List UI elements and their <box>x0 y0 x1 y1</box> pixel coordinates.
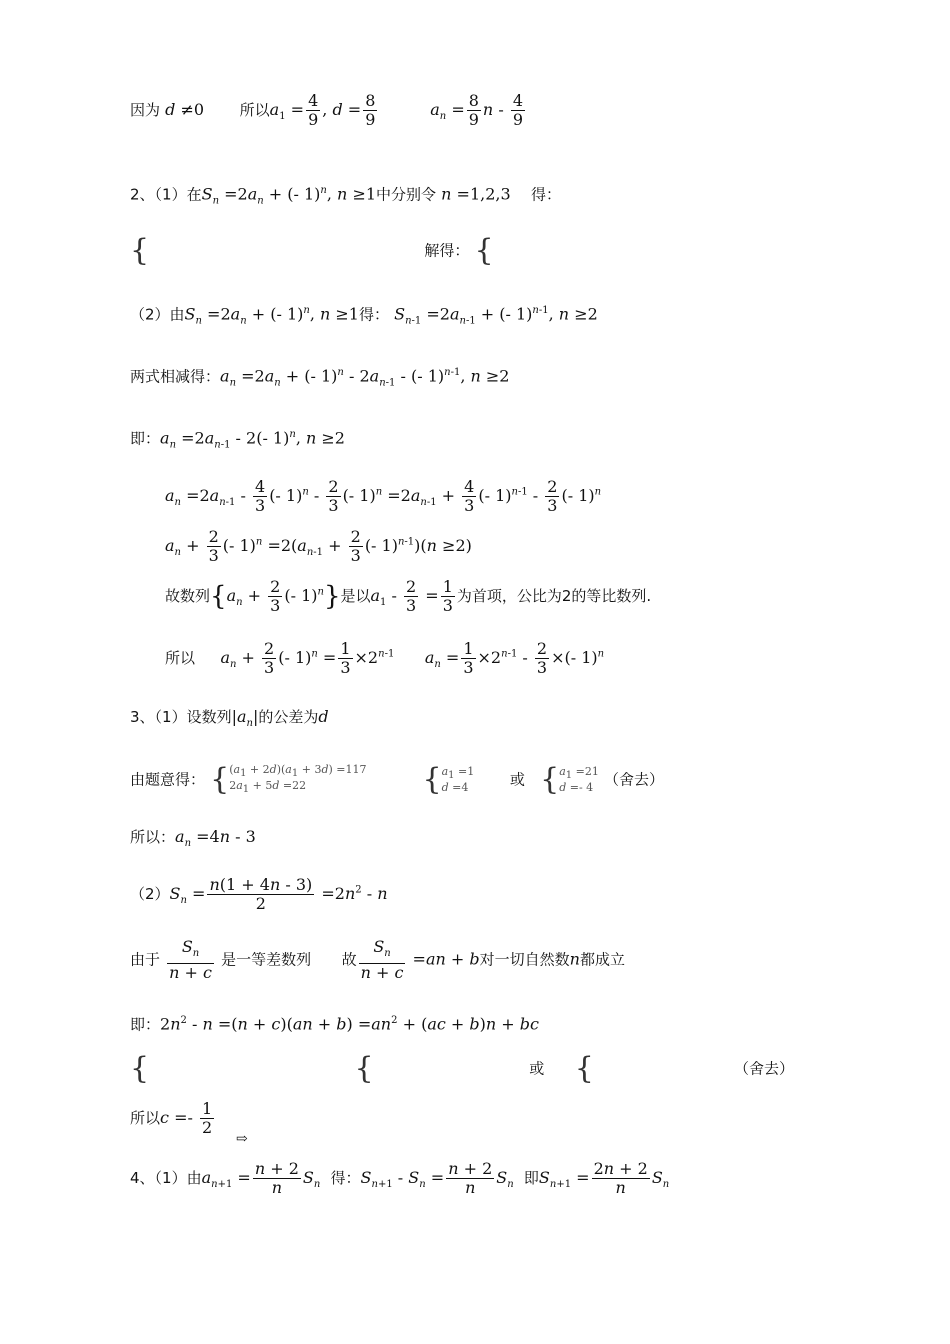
text-q2-part2: （2）由 <box>130 305 185 324</box>
line-4: （2）由$S_n =2a_n$ + (- 1)$^n$, n ≥1得： $S_{n-1} =2a_{n-1}$ + (- 1)$^{n-1}$, n ≥2 <box>130 304 598 327</box>
arrow-icon: ⇨ <box>236 1131 248 1147</box>
text-ie-1: 即： <box>130 429 161 448</box>
text-or-1: 或 <box>509 770 525 789</box>
blurred-system-a <box>149 1055 329 1083</box>
blurred-equation-system <box>154 236 414 266</box>
line-19: 4、（1）由$a_{n+1}$ = $\frac{n + 2}{n}$ $S_n$ 得：$S_{n+1} - S_n$ = $\frac{n + 2}{n}$ $S_n$ 即$S_{n+1}$ = $\frac{2n + 2}{n}$ $S_n$ <box>130 1159 670 1197</box>
text-q2-get: 得： <box>531 185 562 204</box>
text-q3-intro: 3、（1）设数列 <box>130 708 232 726</box>
text-therefore-3: 所以 <box>130 1109 161 1127</box>
blurred-solution <box>499 236 619 266</box>
blurred-system-c <box>594 1055 724 1083</box>
text-common-diff: 的公差为 <box>258 708 319 726</box>
line-2: 2、（1）在$S_n =2a_n$ + (- 1)$^n$, n ≥1中分别令 n =1,2,3 得： <box>130 184 562 207</box>
text-sequence: 故数列 <box>165 587 211 605</box>
line-12: 由题意得： {$(a_1 + 2d)(a_1 + 3d) =117$ $2a_1 + 5d =22$ {$a_1 =1$ d =4 或 {$a_1 =21$ d =- 4 （舍去） <box>130 762 664 798</box>
text-is: 是以 <box>340 587 371 605</box>
line-15: 由于 $\frac{S_n}{n + c}$ 是一等差数列 故 $\frac{S_n}{n + c}$ =an + b对一切自然数n都成立 <box>130 937 625 983</box>
text-solve: 解得： <box>424 241 470 260</box>
line-5: 两式相减得：$a_n =2a_n$ + (- $1)^n - 2a_{n-1}$ - (- 1)$^{n-1}$, n ≥2 <box>130 366 510 389</box>
line-10: 所以 $a_n$ + $\frac{2}{3}$ (- 1)$^n$ = $\frac{1}{3}$ $\times 2^{n-1}$ $a_n$ = $\frac{1}{3}$ $\times 2^{n-1}$ - $\frac{2}{3}$ ×(- 1)$^n$ <box>165 639 605 677</box>
line-16: 即：$2n^2 - n =(n + c)(an + b) =an^2 + (ac + b)n$ + bc <box>130 1014 539 1034</box>
text-arith-seq: 是一等差数列 <box>221 950 312 969</box>
text-holds: 都成立 <box>579 950 625 969</box>
line-8: $a_n$ + $\frac{2}{3}$ (- $1)^n =2(a_{n-1}$ + $\frac{2}{3}$ (- 1)$^{n-1}$)(n ≥2) <box>165 527 472 565</box>
line-17: { { 或 { （舍去） <box>130 1051 795 1086</box>
text-q2-intro: 2、（1）在 <box>130 185 202 204</box>
text-since: 由于 <box>130 950 161 969</box>
line-9: 故数列{$a_n$ + $\frac{2}{3}$ (- 1)$^n$}是以$a_1$ - $\frac{2}{3}$ = $\frac{1}{3}$ 为首项，公比为2的等比数列. <box>165 577 652 615</box>
text-part-2: （2） <box>130 885 170 903</box>
text-ie-2: 即： <box>130 1015 161 1034</box>
line-3: { 解得： { <box>130 236 619 266</box>
text-get-2: 得： <box>358 305 389 324</box>
line-18: 所以c =- $\frac{1}{2}$ <box>130 1099 213 1137</box>
line-6: 即：$a_n =2a_{n-1} - 2(-$ 1)$^n$, n ≥2 <box>130 428 345 451</box>
text-therefore-2: 所以： <box>130 828 176 846</box>
text-discard-1: （舍去） <box>603 770 664 789</box>
line-7: $a_n =2a_{n-1}$ - $\frac{4}{3}$ (- 1)$^n$ - $\frac{2}{3}$ (- $1)^n =2a_{n-1}$ + $\frac{4}{3}$ (- 1)$^{n-1}$ - $\frac{2}{3}$ (- 1)$^n$ <box>165 477 602 515</box>
text-q2-mid: 中分别令 <box>376 185 437 204</box>
text-get-3: 得： <box>330 1169 361 1187</box>
text-or-2: 或 <box>529 1059 545 1078</box>
text-therefore-1: 所以 <box>165 649 196 667</box>
text-subtract: 两式相减得： <box>130 367 221 386</box>
text-because: 因为 <box>130 101 161 119</box>
line-13: 所以：$a_n =4n - 3$ <box>130 827 256 850</box>
text-ie-3: 即 <box>523 1169 539 1187</box>
text-discard-2: （舍去） <box>734 1059 795 1078</box>
line-1: 因为 d ≠0 所以$a_1$ = $\frac{4}{9}$ , d = $\frac{8}{9}$ $a_n$ = $\frac{8}{9}$ n - $\frac{4}{9}$ <box>130 91 523 129</box>
line-11: 3、（1）设数列$|a_n|$的公差为d <box>130 707 329 730</box>
text-geometric: 为首项，公比为2的等比数列. <box>456 587 652 605</box>
blurred-system-b <box>374 1055 494 1083</box>
text-by-problem: 由题意得： <box>130 770 206 789</box>
line-14: $(2)S_n$ = $\frac{n(1 + 4n - 3)}{2}$ $=2n^2 - n$ <box>130 875 388 913</box>
text-for-all: 对一切自然数 <box>479 950 570 969</box>
text-q4-intro: 4、（1）由 <box>130 1169 202 1187</box>
text-so: 故 <box>341 950 357 969</box>
